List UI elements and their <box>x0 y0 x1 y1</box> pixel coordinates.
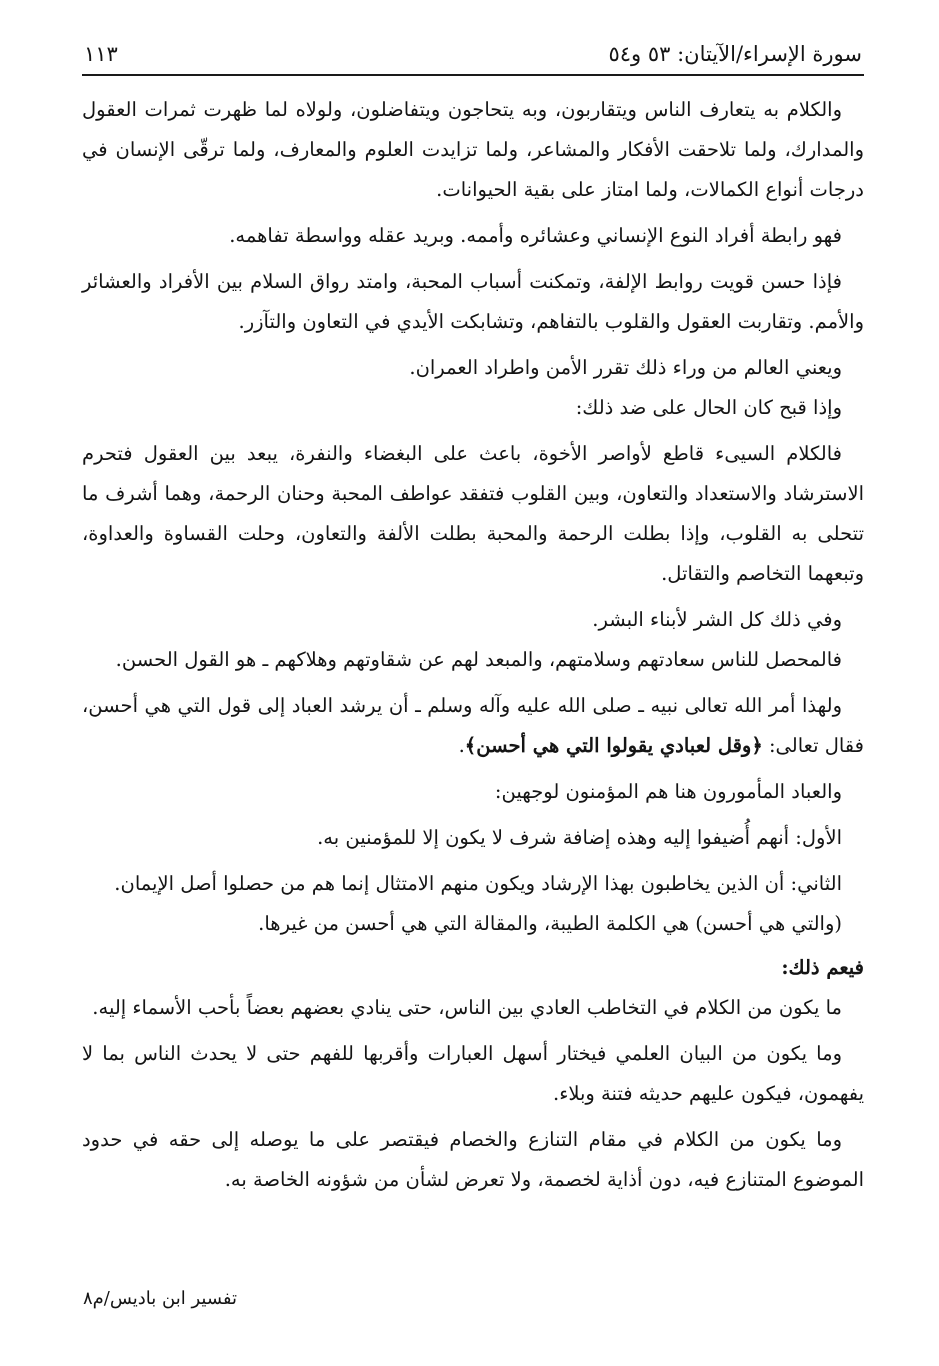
paragraph: فإذا حسن قويت روابط الإلفة، وتمكنت أسباب المحبة، وامتد رواق السلام بين الأفراد والعشائر والأمم. وتقاربت العقول والقلوب بالتفاهم، وتشابكت الأيدي في التعاون والتآزر. <box>82 270 864 333</box>
quran-verse: ﴿وقل لعبادي يقولوا التي هي أحسن﴾ <box>464 734 763 757</box>
paragraph: ما يكون من الكلام في التخاطب العادي بين الناس، حتى ينادي بعضهم بعضاً بأحب الأسماء إليه. <box>92 996 842 1019</box>
paragraph: وإذا قبح كان الحال على ضد ذلك: <box>575 396 842 419</box>
section-subheading: فيعم ذلك: <box>781 956 864 979</box>
paragraph: فهو رابطة أفراد النوع الإنساني وعشائره وأممه. وبريد عقله وواسطة تفاهمه. <box>229 224 842 247</box>
paragraph: (والتي هي أحسن) هي الكلمة الطيبة، والمقالة التي هي أحسن من غيرها. <box>258 912 842 935</box>
paragraph: والعباد المأمورون هنا هم المؤمنون لوجهين: <box>494 780 842 803</box>
paragraph: وما يكون من الكلام في مقام التنازع والخصام فيقتصر على ما يوصله إلى حقه في حدود الموضوع المتنازع فيه، دون أذاية لخصمة، ولا تعرض لشأن من شؤونه الخاصة به. <box>82 1128 864 1191</box>
command-text: ولهذا أمر الله تعالى نبيه ـ صلى الله عليه وآله وسلم ـ أن يرشد العباد إلى قول التي هي أحسن، فقال تعالى: <box>82 694 864 757</box>
paragraph: وما يكون من البيان العلمي فيختار أسهل العبارات وأقربها للفهم حتى لا يحدث الناس بما لا يفهمون، فيكون عليهم حديثه فتنة وبلاء. <box>82 1042 864 1105</box>
paragraph: فالكلام السيىء قاطع لأواصر الأخوة، باعث على البغضاء والنفرة، يبعد بين العقول فتحرم الاسترشاد والاستعداد والتعاون، وبين القلوب فتفقد عواطف المحبة وحنان الرحمة، وهما أشرف ما تتحلى به القلوب، وإذا بطلت الرحمة والمحبة بطلت الألفة والتعاون، وحلت القساوة والعداوة، وتبعهما التخاصم والتقاتل. <box>82 442 864 585</box>
paragraph: الثاني: أن الذين يخاطبون بهذا الإرشاد ويكون منهم الامتثال إنما هم من حصلوا أصل الإيمان. <box>114 872 842 895</box>
command-paragraph <box>82 686 864 766</box>
paragraph: ويعني العالم من وراء ذلك تقرر الأمن واطراد العمران. <box>409 356 842 379</box>
paragraph: وفي ذلك كل الشر لأبناء البشر. <box>592 608 842 631</box>
paragraph: الأول: أنهم أُضيفوا إليه وهذه إضافة شرف لا يكون إلا للمؤمنين به. <box>317 826 842 849</box>
header-rule <box>82 74 864 76</box>
paragraph: والكلام به يتعارف الناس ويتقاربون، وبه يتحاجون ويتفاضلون، ولولاه لما ظهرت ثمرات العقول والمدارك، ولما تلاحقت الأفكار والمشاعر، ولما تزايدت العلوم والمعارف، ولما ترقّى الإنسان في درجات أنواع الكمالات، ولما امتاز على بقية الحيوانات. <box>82 98 864 201</box>
paragraph: فالمحصل للناس سعادتهم وسلامتهم، والمبعد لهم عن شقاوتهم وهلاكهم ـ هو القول الحسن. <box>115 648 842 671</box>
page-header <box>84 30 862 66</box>
body-text <box>82 90 864 1200</box>
footer-book-reference: تفسير ابن باديس/م٨ <box>82 1288 237 1309</box>
running-title: سورة الإسراء/الآيتان: ٥٣ و٥٤ <box>608 42 862 66</box>
page-number: ١١٣ <box>84 42 118 66</box>
command-tail: . <box>458 734 465 757</box>
